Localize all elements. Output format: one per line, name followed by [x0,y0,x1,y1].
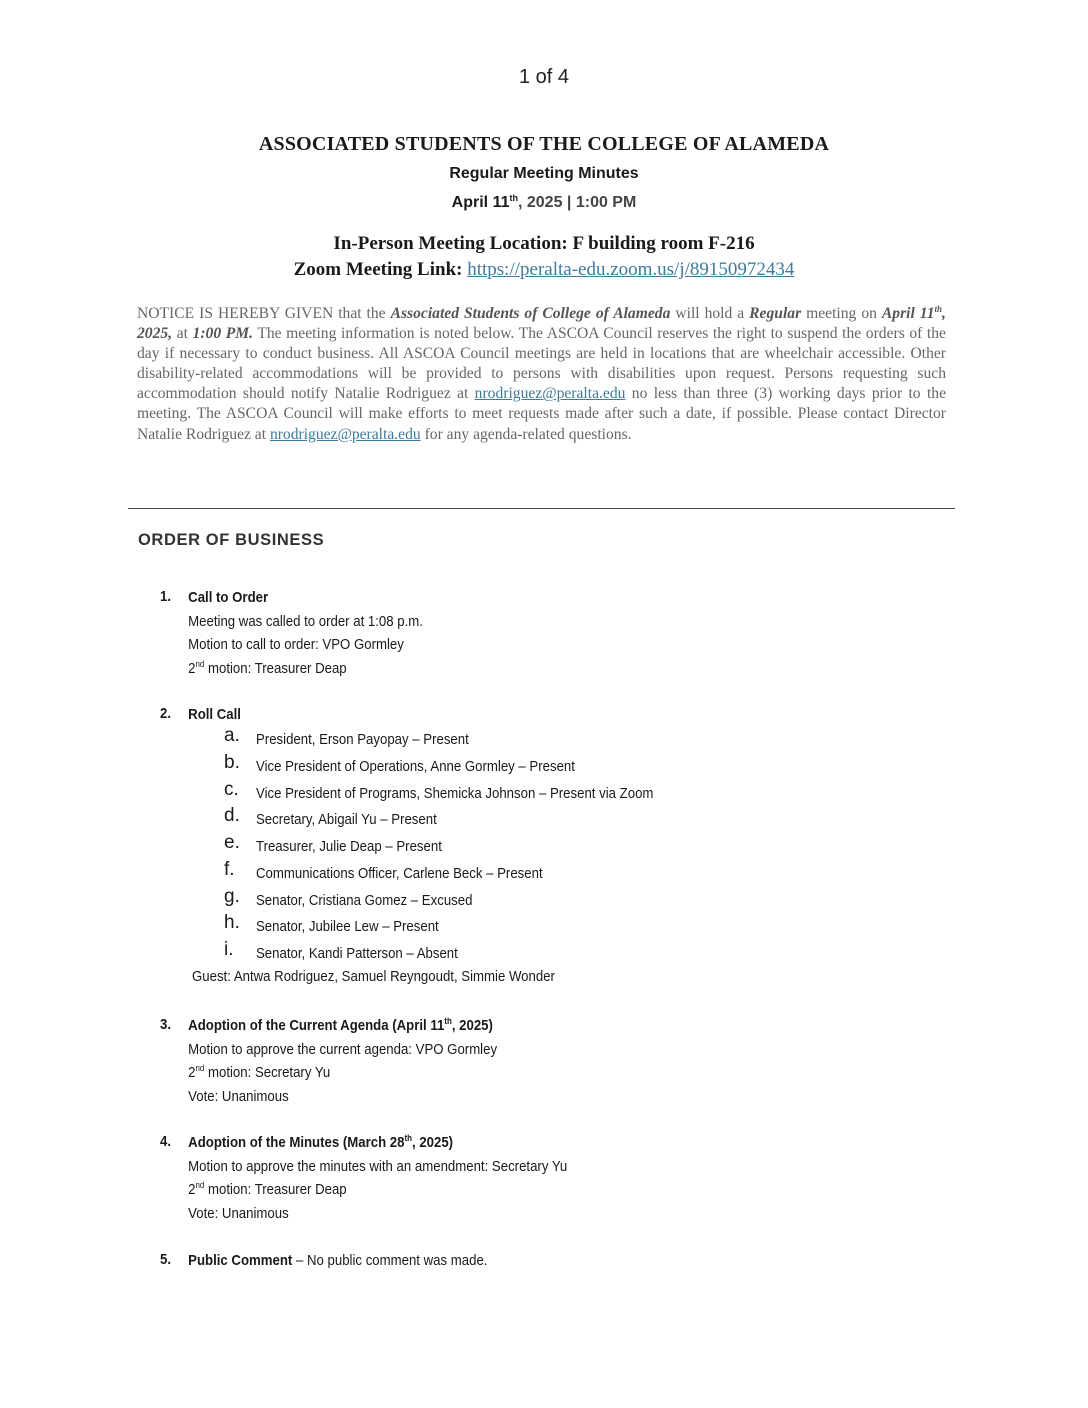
page-number: 1 of 4 [518,66,570,88]
item-body [188,703,241,727]
item-title: Call to Order [188,589,269,606]
item-body [188,1131,567,1225]
item-line: 2nd motion: Treasurer Deap [188,658,347,677]
item-line: Motion to approve the minutes with an amendment: Secretary Yu [188,1157,568,1175]
section-heading: ORDER OF BUSINESS [138,531,325,549]
zoom-label: Zoom Meeting Link: [293,259,463,280]
item-line: Vote: Unanimous [188,1204,289,1222]
meeting-date: April 11th, 2025 | 1:00 PM [451,193,637,211]
item-line: Vote: Unanimous [188,1087,289,1105]
item-line: 2nd motion: Treasurer Deap [188,1180,347,1198]
item-body [188,1249,487,1273]
item-body [188,586,423,680]
item-number: 5. [160,1251,172,1268]
item-line: Motion to approve the current agenda: VPO Gormley [188,1040,498,1058]
item-line: Motion to call to order: VPO Gormley [188,636,404,653]
email-link[interactable]: nrodriguez@peralta.edu [474,385,626,403]
item-line: 2nd motion: Secretary Yu [188,1063,331,1081]
zoom-link-line [0,259,1088,281]
guest-list: Guest: Antwa Rodriguez, Samuel Reyngoudt, Simmie Wonder [192,968,555,985]
zoom-link[interactable]: https://peralta-edu.zoom.us/j/89150972434 [467,259,795,280]
item-number: 3. [160,1016,172,1033]
item-body [188,1014,497,1108]
divider [128,508,955,509]
item-title: Public Comment [188,1252,293,1269]
item-number: 2. [160,705,172,722]
document-subtitle: Regular Meeting Minutes [449,165,639,182]
item-number: 1. [160,588,172,605]
item-title: Roll Call [188,706,241,723]
item-line: Public Comment – No public comment was made. [188,1252,488,1269]
item-title: Adoption of the Current Agenda (April 11th, 2025) [188,1016,493,1034]
item-title: Adoption of the Minutes (March 28th, 2025) [188,1133,454,1151]
meeting-location: In-Person Meeting Location: F building room F-216 [333,233,755,254]
item-number: 4. [160,1133,172,1150]
notice-paragraph: NOTICE IS HEREBY GIVEN that the Associated Students of College of Alameda will hold a Regular meeting on April 11th, 2025, at 1:00 PM. The meeting information is noted below. The ASCOA Council reserves the right to suspend the orders of the day if necessary to conduct business. All ASCOA Council meetings are held in locations that are wheelchair accessible. Other disability-related accommodations will be provided to persons with disabilities upon request. Persons requesting such accommodation should notify Natalie Rodriguez at nrodriguez@peralta.edu no less than three (3) working days prior to the meeting. The ASCOA Council will make efforts to meet requests made after such a date, if possible. Please contact Director Natalie Rodriguez at nrodriguez@peralta.edu for any agenda-related questions. [137,304,946,443]
organization-title: ASSOCIATED STUDENTS OF THE COLLEGE OF ALAMEDA [258,133,830,155]
item-line: Meeting was called to order at 1:08 p.m. [188,612,423,630]
email-link[interactable]: nrodriguez@peralta.edu [269,425,421,443]
